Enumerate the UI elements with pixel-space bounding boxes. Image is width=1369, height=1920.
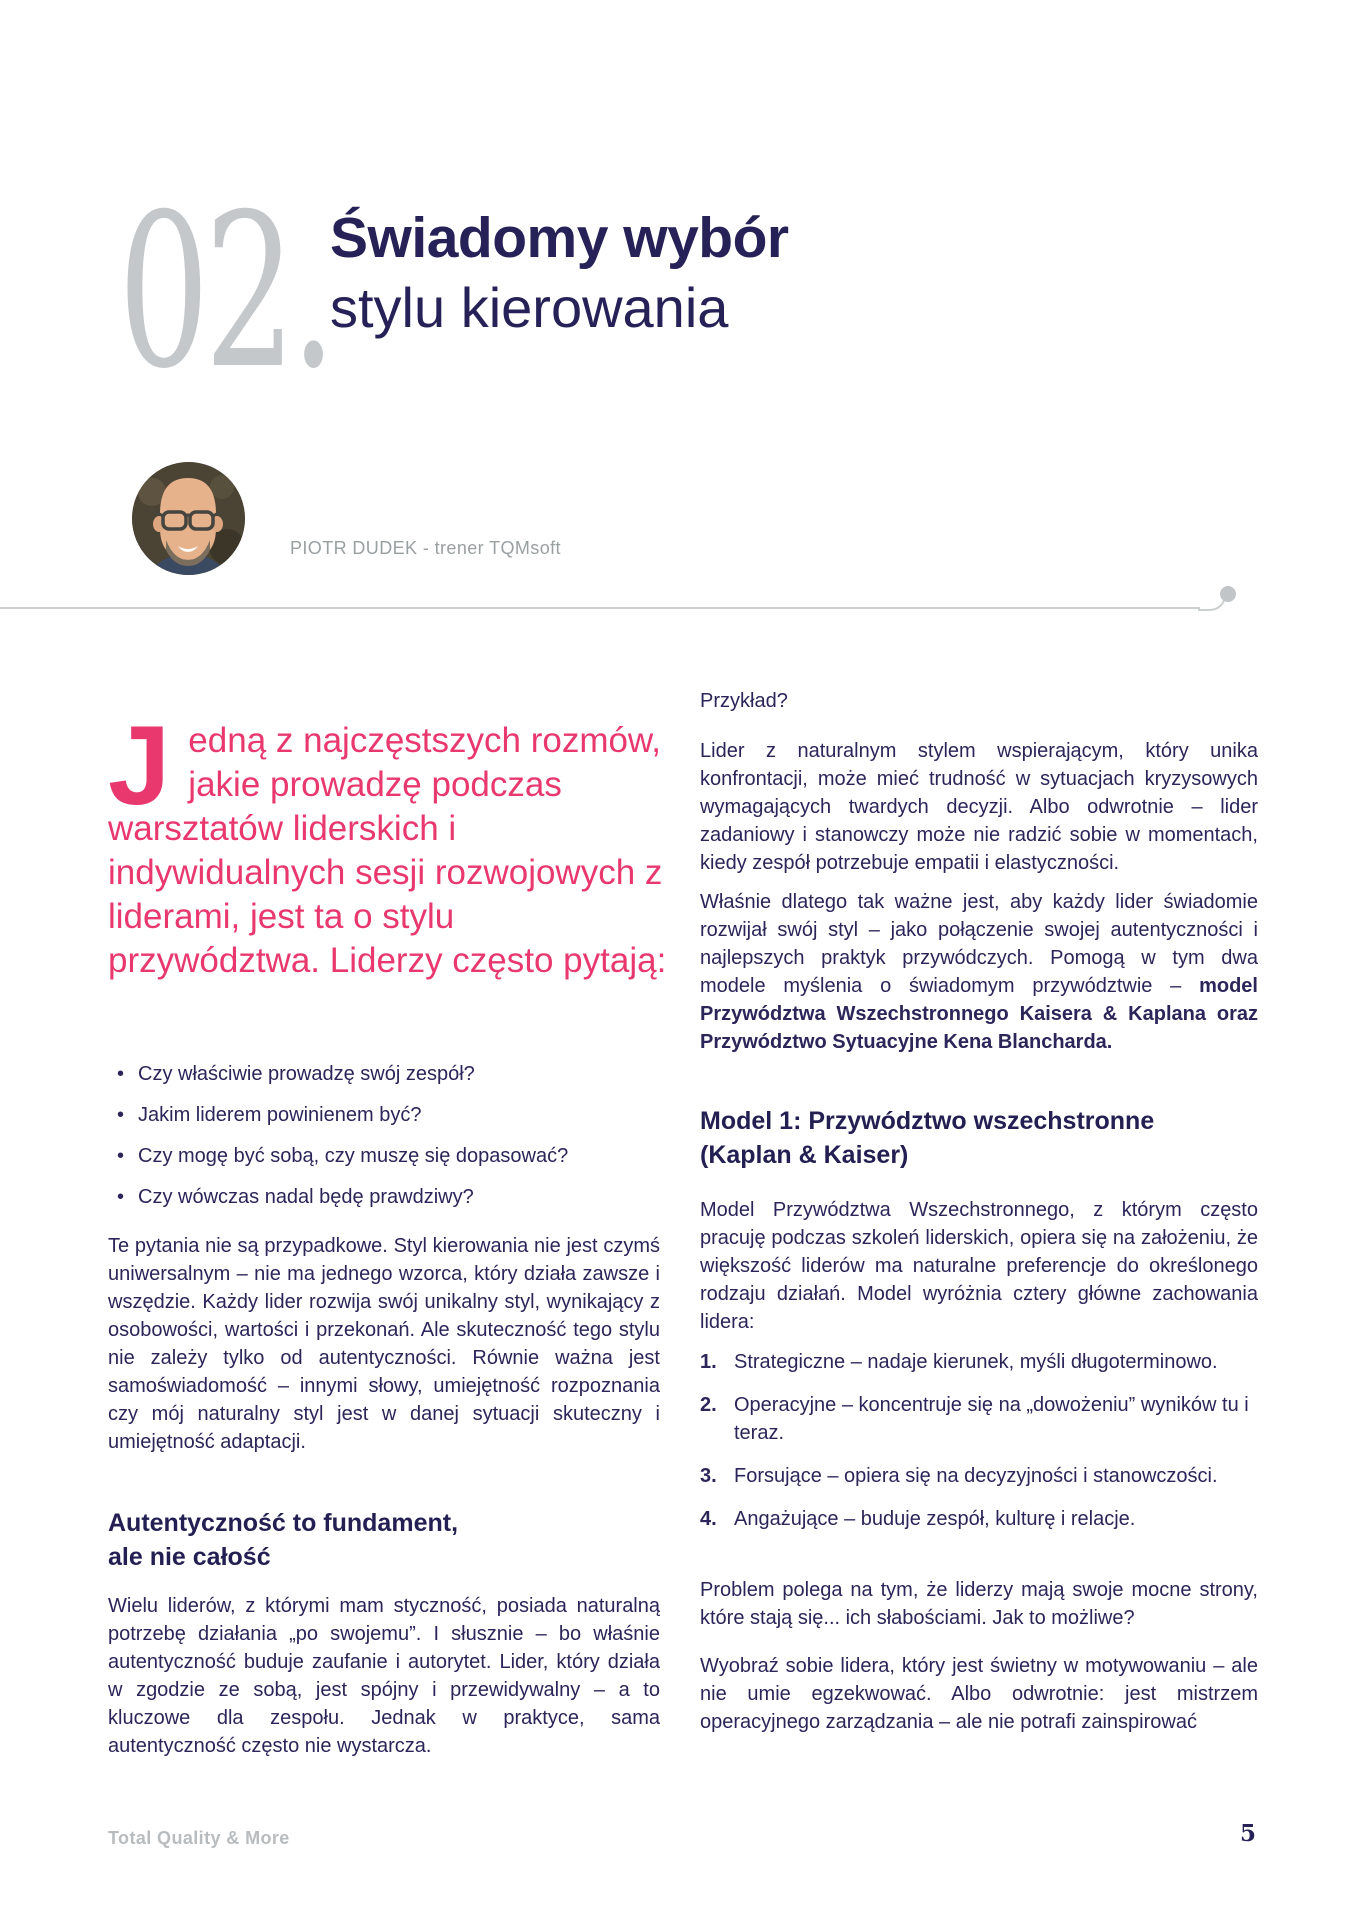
author-photo-illustration <box>132 462 245 575</box>
list-item: • Czy właściwie prowadzę swój zespół? <box>108 1062 660 1086</box>
list-item <box>700 1462 1258 1490</box>
paragraph-text: Właśnie dlatego tak ważne jest, aby każdy lider świadomie rozwijał swój styl – jako połączenie swojej autentyczności i najlepszych praktyk przywódczych. Pomogą w tym dwa modele myślenia o świadomym przywództwie – <box>700 891 1258 997</box>
leader-behaviors-list <box>700 1348 1258 1548</box>
dropcap-letter: J <box>108 703 171 828</box>
page-number: 5 <box>1240 1820 1257 1847</box>
section-heading-model-1 <box>700 1104 1154 1172</box>
section-heading-line: ale nie całość <box>108 1543 271 1571</box>
body-paragraph: Te pytania nie są przypadkowe. Styl kierowania nie jest czymś uniwersalnym – nie ma jednego wzorca, który działa zawsze i wszędzie. Każdy lider rozwija swój unikalny styl, wynikający z osobowości, wartości i przekonań. Ale skuteczność tego stylu nie zależy tylko od autentyczności. Równie ważna jest samoświadomość – innymi słowy, umiejętność rozpoznania czy mój naturalny styl jest w danej sytuacji skuteczny i umiejętność adaptacji. <box>108 1235 660 1453</box>
section-heading-line: Model 1: Przywództwo wszechstronne <box>700 1107 1155 1135</box>
list-item: • Jakim liderem powinienem być? <box>108 1103 660 1127</box>
body-paragraph: Lider z naturalnym stylem wspierającym, który unika konfrontacji, może mieć trudność w sytuacjach kryzysowych wymagających twardych decyzji. Albo odwrotnie – lider zadaniowy i stanowczy może nie radzić sobie w momentach, kiedy zespół potrzebuje empatii i elastyczności. <box>700 740 1258 874</box>
page-title <box>330 203 789 343</box>
list-item-text: Operacyjne – koncentruje się na „dowożeniu” wyników tu i teraz. <box>734 1394 1249 1444</box>
example-label: Przykład? <box>700 690 788 712</box>
chapter-number: 02. <box>118 168 331 415</box>
list-item-text: Forsujące – opiera się na decyzyjności i stanowczości. <box>734 1465 1218 1487</box>
list-item: • Czy mogę być sobą, czy muszę się dopasować? <box>108 1144 660 1168</box>
list-item <box>700 1505 1258 1533</box>
body-paragraph <box>700 888 1258 1056</box>
list-item-text: Strategiczne – nadaje kierunek, myśli długoterminowo. <box>734 1351 1218 1373</box>
footer-brand: Total Quality & More <box>108 1828 290 1848</box>
author-photo <box>132 462 245 575</box>
body-paragraph: Model Przywództwa Wszechstronnego, z którym często pracuję podczas szkoleń liderskich, opiera się na założeniu, że większość liderów ma naturalne preferencje do określonego rodzaju działań. Model wyróżnia cztery główne zachowania lidera: <box>700 1199 1258 1333</box>
page-title-light-line: stylu kierowania <box>330 276 729 340</box>
list-item-number: 2. <box>700 1394 717 1416</box>
body-paragraph: Wyobraź sobie lidera, który jest świetny w motywowaniu – ale nie umie egzekwować. Albo odwrotnie: jest mistrzem operacyjnego zarządzania – ale nie potrafi zainspirować <box>700 1655 1258 1733</box>
section-heading-line: Autentyczność to fundament, <box>108 1509 459 1537</box>
paragraph-bold-text: model Przywództwa Wszechstronnego Kaisera & Kaplana oraz Przywództwo Sytuacyjne Kena Blancharda. <box>700 975 1258 1053</box>
list-item-number: 1. <box>700 1351 717 1373</box>
lead-paragraph <box>108 703 670 983</box>
section-heading-line: (Kaplan & Kaiser) <box>700 1141 909 1169</box>
author-caption: PIOTR DUDEK - trener TQMsoft <box>290 538 561 558</box>
body-paragraph: Problem polega na tym, że liderzy mają swoje mocne strony, które stają się... ich słabościami. Jak to możliwe? <box>700 1579 1258 1629</box>
body-paragraph: Wielu liderów, z którymi mam styczność, posiada naturalną potrzebę działania „po swojemu”. I słusznie – bo właśnie autentyczność buduje zaufanie i autorytet. Lider, który działa w zgodzie ze sobą, jest spójny i przewidywalny – a to kluczowe dla zespołu. Jednak w praktyce, sama autentyczność często nie wystarcza. <box>108 1595 660 1757</box>
section-divider-dot <box>1220 586 1236 602</box>
list-item <box>700 1348 1258 1376</box>
list-item-text: Angażujące – buduje zespół, kulturę i relacje. <box>734 1508 1136 1530</box>
section-heading-authenticity <box>108 1506 458 1574</box>
list-item: • Czy wówczas nadal będę prawdziwy? <box>108 1185 660 1209</box>
section-divider <box>0 607 1200 609</box>
lead-paragraph-text: edną z najczęstszych rozmów, jakie prowadzę podczas warsztatów liderskich i indywidualnych sesji rozwojowych z liderami, jest ta o stylu przywództwa. Liderzy często pytają: <box>108 721 667 980</box>
list-item-number: 3. <box>700 1465 717 1487</box>
page-title-bold-line: Świadomy wybór <box>330 206 789 271</box>
list-item-number: 4. <box>700 1508 717 1530</box>
questions-list <box>108 1062 660 1226</box>
list-item <box>700 1391 1258 1447</box>
